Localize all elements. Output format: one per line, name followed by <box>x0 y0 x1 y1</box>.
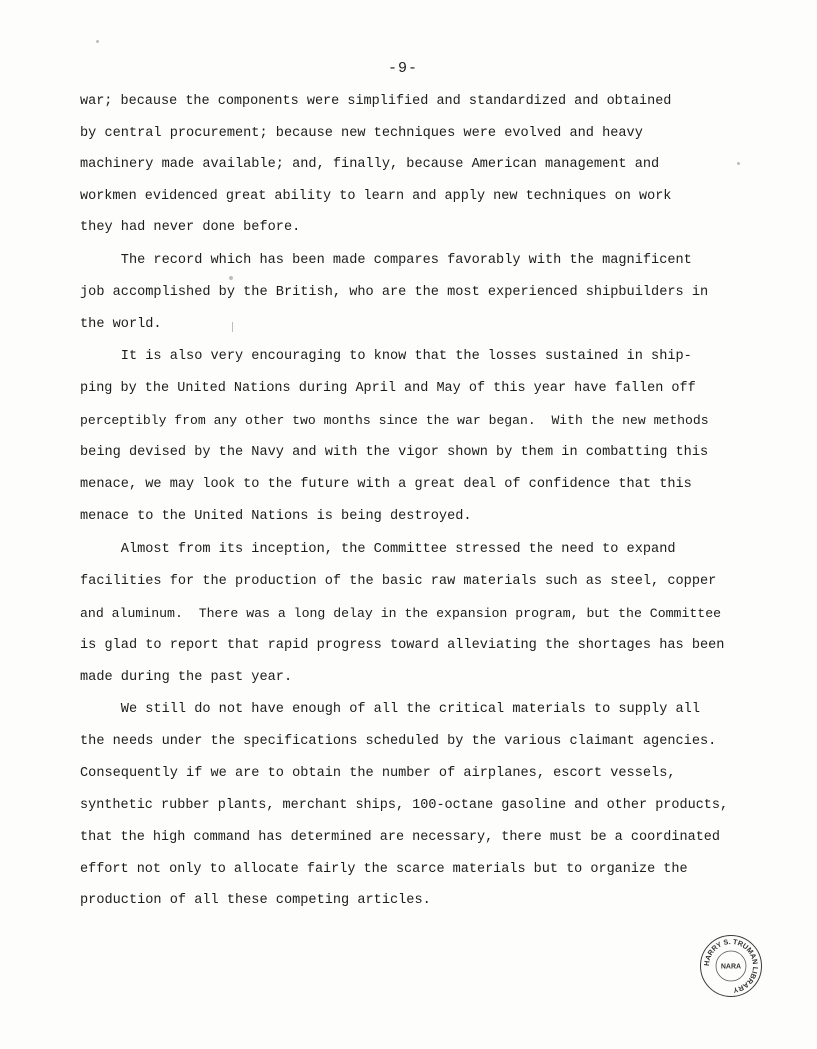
text-line: Consequently if we are to obtain the number of airplanes, escort vessels, <box>80 766 676 781</box>
library-stamp-graphic <box>701 936 761 996</box>
text-line: being devised by the Navy and with the vigor shown by them in combatting this <box>80 445 709 460</box>
text-line: war; because the components were simplified and standardized and obtained <box>80 94 672 109</box>
text-line: ping by the United Nations during April and May of this year have fallen off <box>80 381 696 396</box>
text-line: and aluminum. There was a long delay in the expansion program, but the Committee <box>80 606 722 621</box>
text-line: It is also very encouraging to know that the losses sustained in ship- <box>80 349 692 364</box>
text-line: menace to the United Nations is being destroyed. <box>80 509 472 524</box>
text-line: made during the past year. <box>80 670 293 685</box>
text-line: is glad to report that rapid progress toward alleviating the shortages has been <box>80 638 725 653</box>
text-line: synthetic rubber plants, merchant ships, 100-octane gasoline and other products, <box>80 798 729 813</box>
text-line: The record which has been made compares favorably with the magnificent <box>80 253 692 268</box>
text-line: menace, we may look to the future with a great deal of confidence that this <box>80 477 692 492</box>
scan-speck <box>96 40 99 43</box>
svg-text:NARA: NARA <box>720 963 742 971</box>
text-line: Almost from its inception, the Committee stressed the need to expand <box>80 542 676 557</box>
text-line: by central procurement; because new techniques were evolved and heavy <box>80 126 643 141</box>
scan-speck <box>232 322 233 332</box>
text-line: job accomplished by the British, who are the most experienced shipbuilders in <box>80 285 709 300</box>
library-stamp-seal <box>700 935 762 997</box>
text-line: the world. <box>80 317 162 332</box>
text-line: We still do not have enough of all the critical materials to supply all <box>80 702 700 717</box>
svg-text:HARRY S. TRUMAN LIBRARY: HARRY S. TRUMAN LIBRARY <box>701 936 761 995</box>
text-line: the needs under the specifications scheduled by the various claimant agencies. <box>80 734 717 749</box>
text-line: they had never done before. <box>80 220 301 235</box>
text-line: workmen evidenced great ability to learn and apply new techniques on work <box>80 189 672 204</box>
text-line: production of all these competing articles. <box>80 893 431 908</box>
text-line: perceptibly from any other two months since the war began. With the new methods <box>80 413 709 428</box>
page-number: -9- <box>388 60 419 77</box>
scan-speck <box>737 162 740 165</box>
text-line: facilities for the production of the basic raw materials such as steel, copper <box>80 574 717 589</box>
text-line: machinery made available; and, finally, because American management and <box>80 157 660 172</box>
text-line: effort not only to allocate fairly the scarce materials but to organize the <box>80 862 688 877</box>
scan-speck <box>229 276 233 280</box>
text-line: that the high command has determined are necessary, there must be a coordinated <box>80 830 721 845</box>
